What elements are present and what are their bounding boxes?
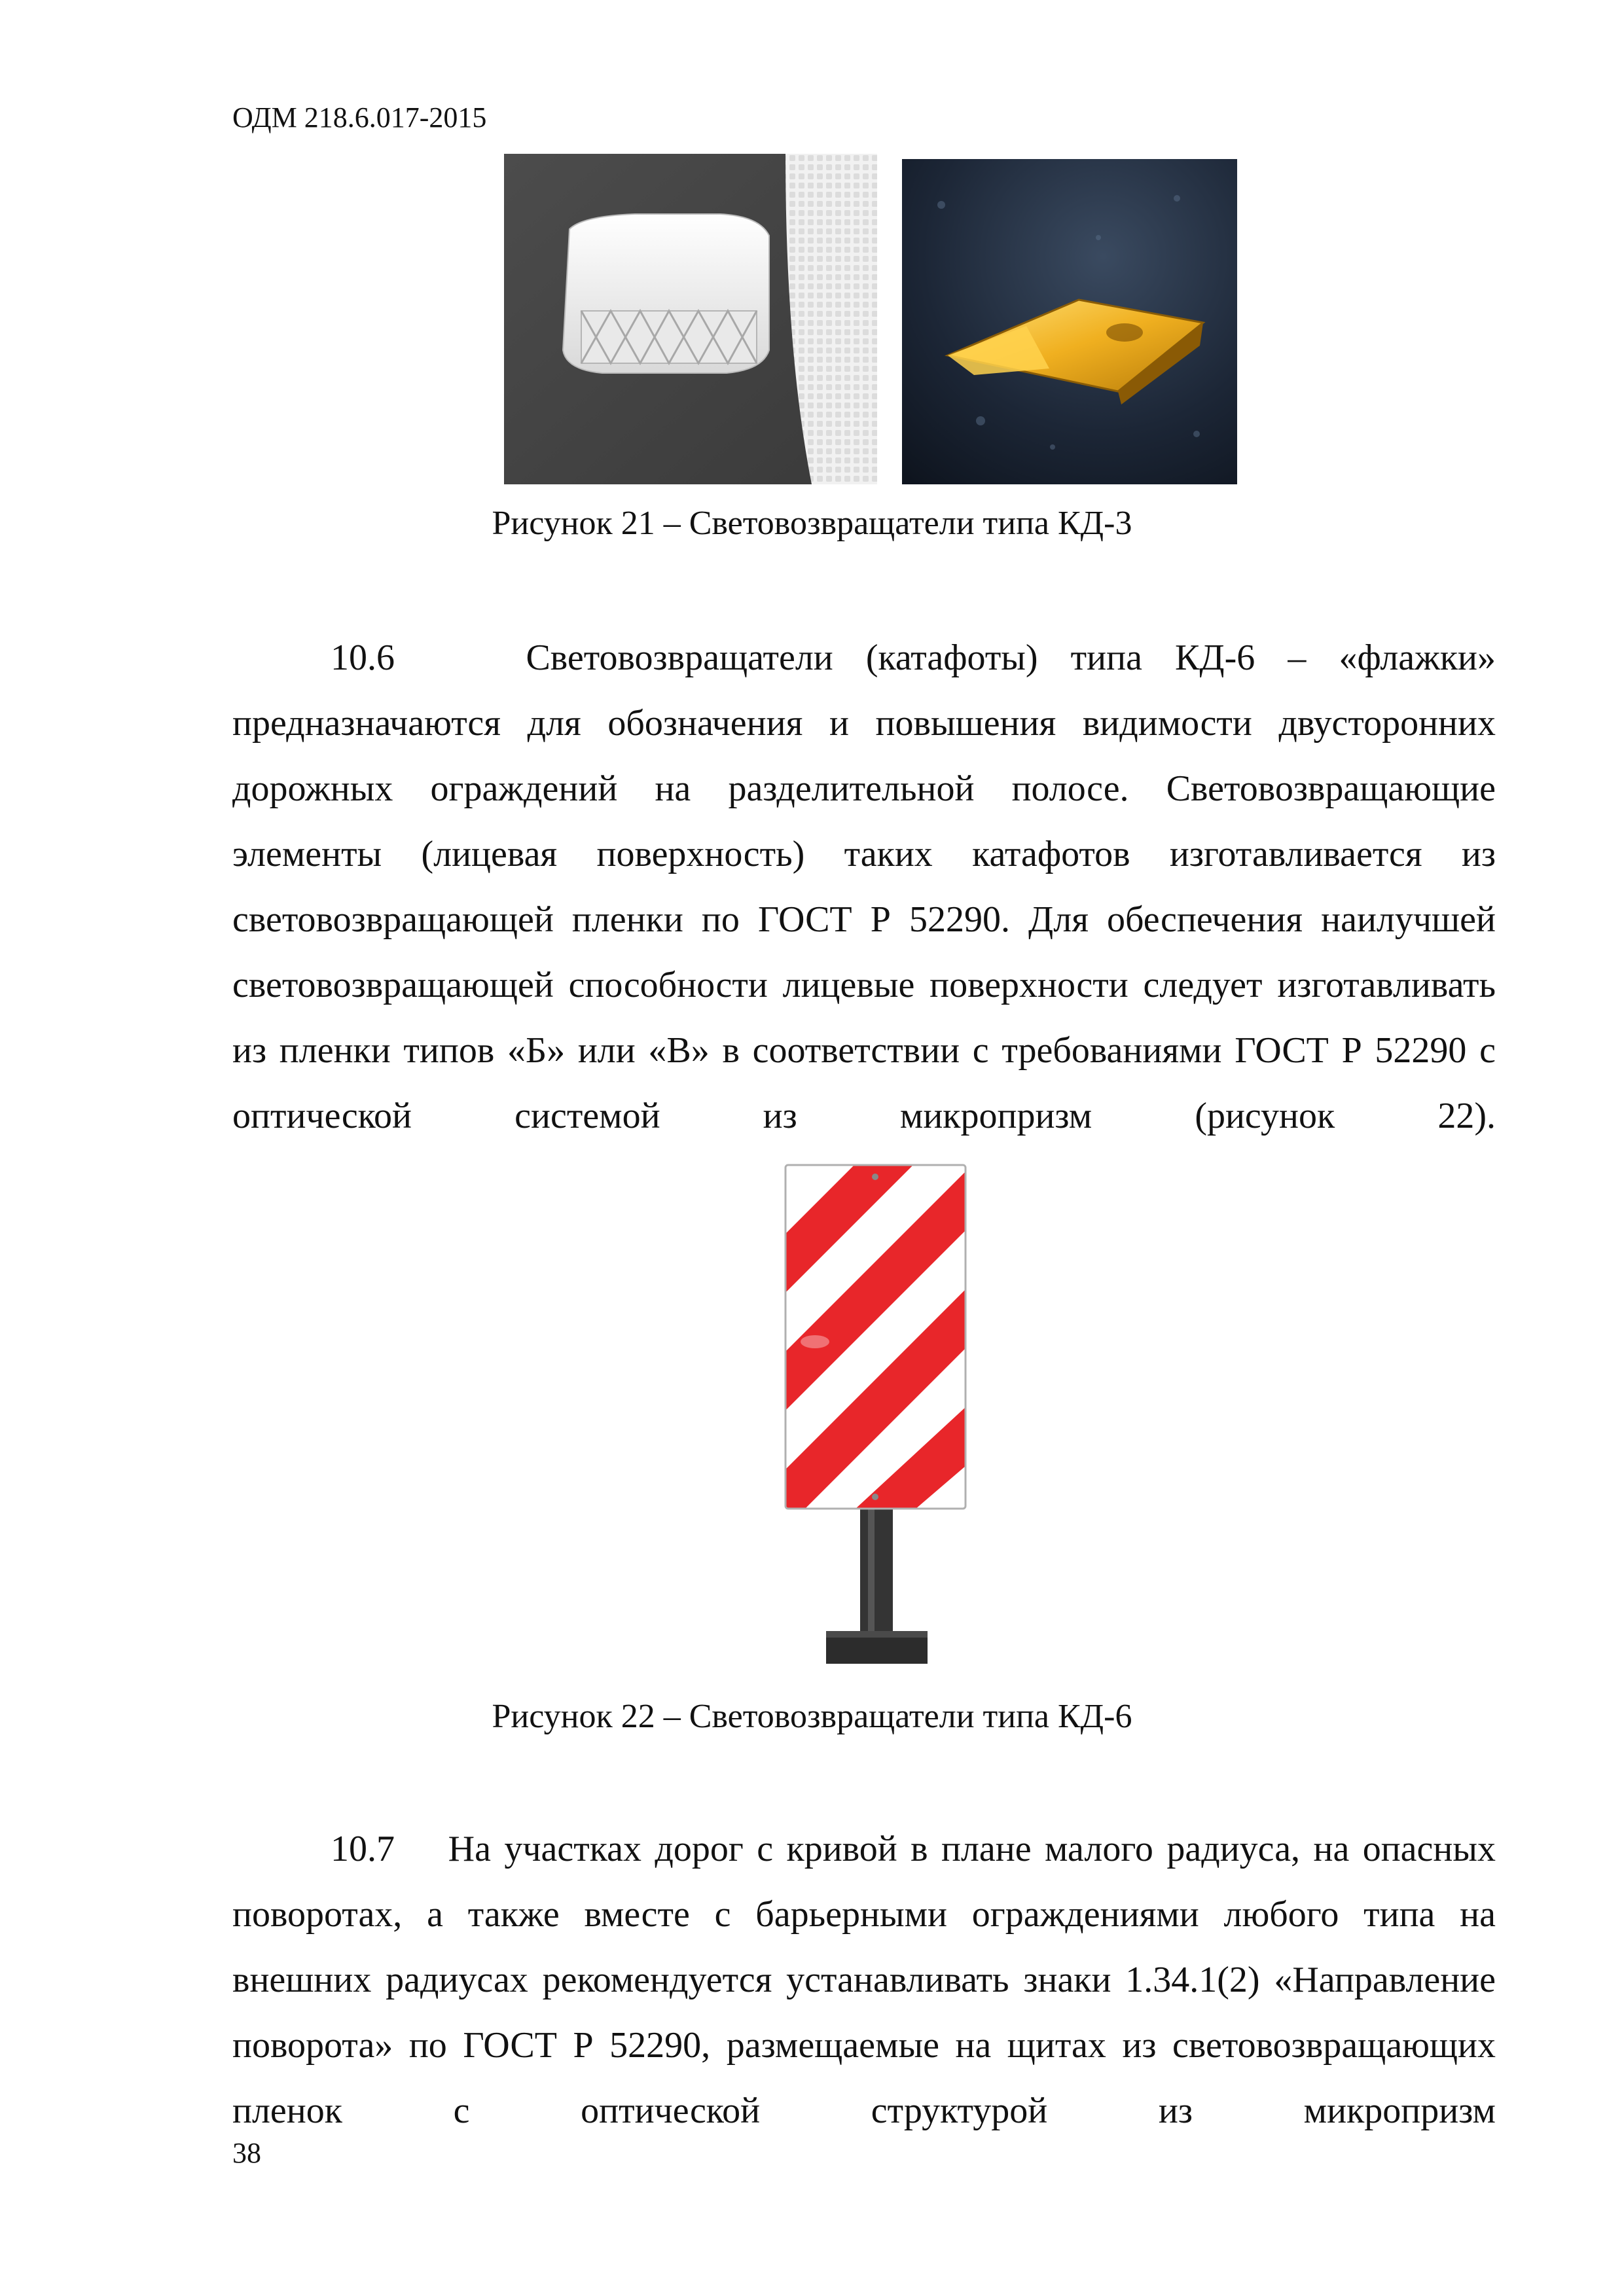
yellow-road-reflector-photo — [902, 159, 1237, 484]
paragraph-10-6 — [232, 625, 1496, 1149]
paragraph-text: Световозвращатели (катафоты) типа КД-6 – «флажки» предназначаются для обозначения и повышения видимости двусторонних дорожных ограждений на разделительной полосе. Световозвращающие элементы (лицевая поверхность) таких катафотов изготавливается из световозвращающей пленки по ГОСТ Р 52290. Для обеспечения наилучшей световозвращающей способности лицевые поверхности следует изготавливать из пленки типов «Б» или «В» в соответствии с требованиями ГОСТ Р 52290 с оптической системой из микропризм (рисунок 22). — [232, 637, 1496, 1136]
paragraph-text: На участках дорог с кривой в плане малого радиуса, на опасных поворотах, а также вместе с барьерными ограждениями любого типа на внешних радиусах рекомендуется устанавливать знаки 1.34.1(2) «Направление поворота» по ГОСТ Р 52290, размещаемые на щитах из световозвращающих пленок с оптической структурой из микропризм — [232, 1829, 1496, 2131]
paragraph-number: 10.7 — [331, 1829, 395, 1869]
page-number: 38 — [232, 2137, 261, 2169]
paragraph-10-7 — [232, 1816, 1496, 2144]
document-code: ОДМ 218.6.017-2015 — [232, 101, 487, 134]
white-road-reflector-photo — [504, 154, 877, 484]
figure-22-caption: Рисунок 22 – Световозвращатели типа КД-6 — [492, 1698, 1132, 1735]
paragraph-number: 10.6 — [331, 637, 395, 678]
figure-21-caption: Рисунок 21 – Световозвращатели типа КД-3 — [492, 505, 1132, 542]
red-white-striped-flag-reflector — [779, 1158, 975, 1672]
